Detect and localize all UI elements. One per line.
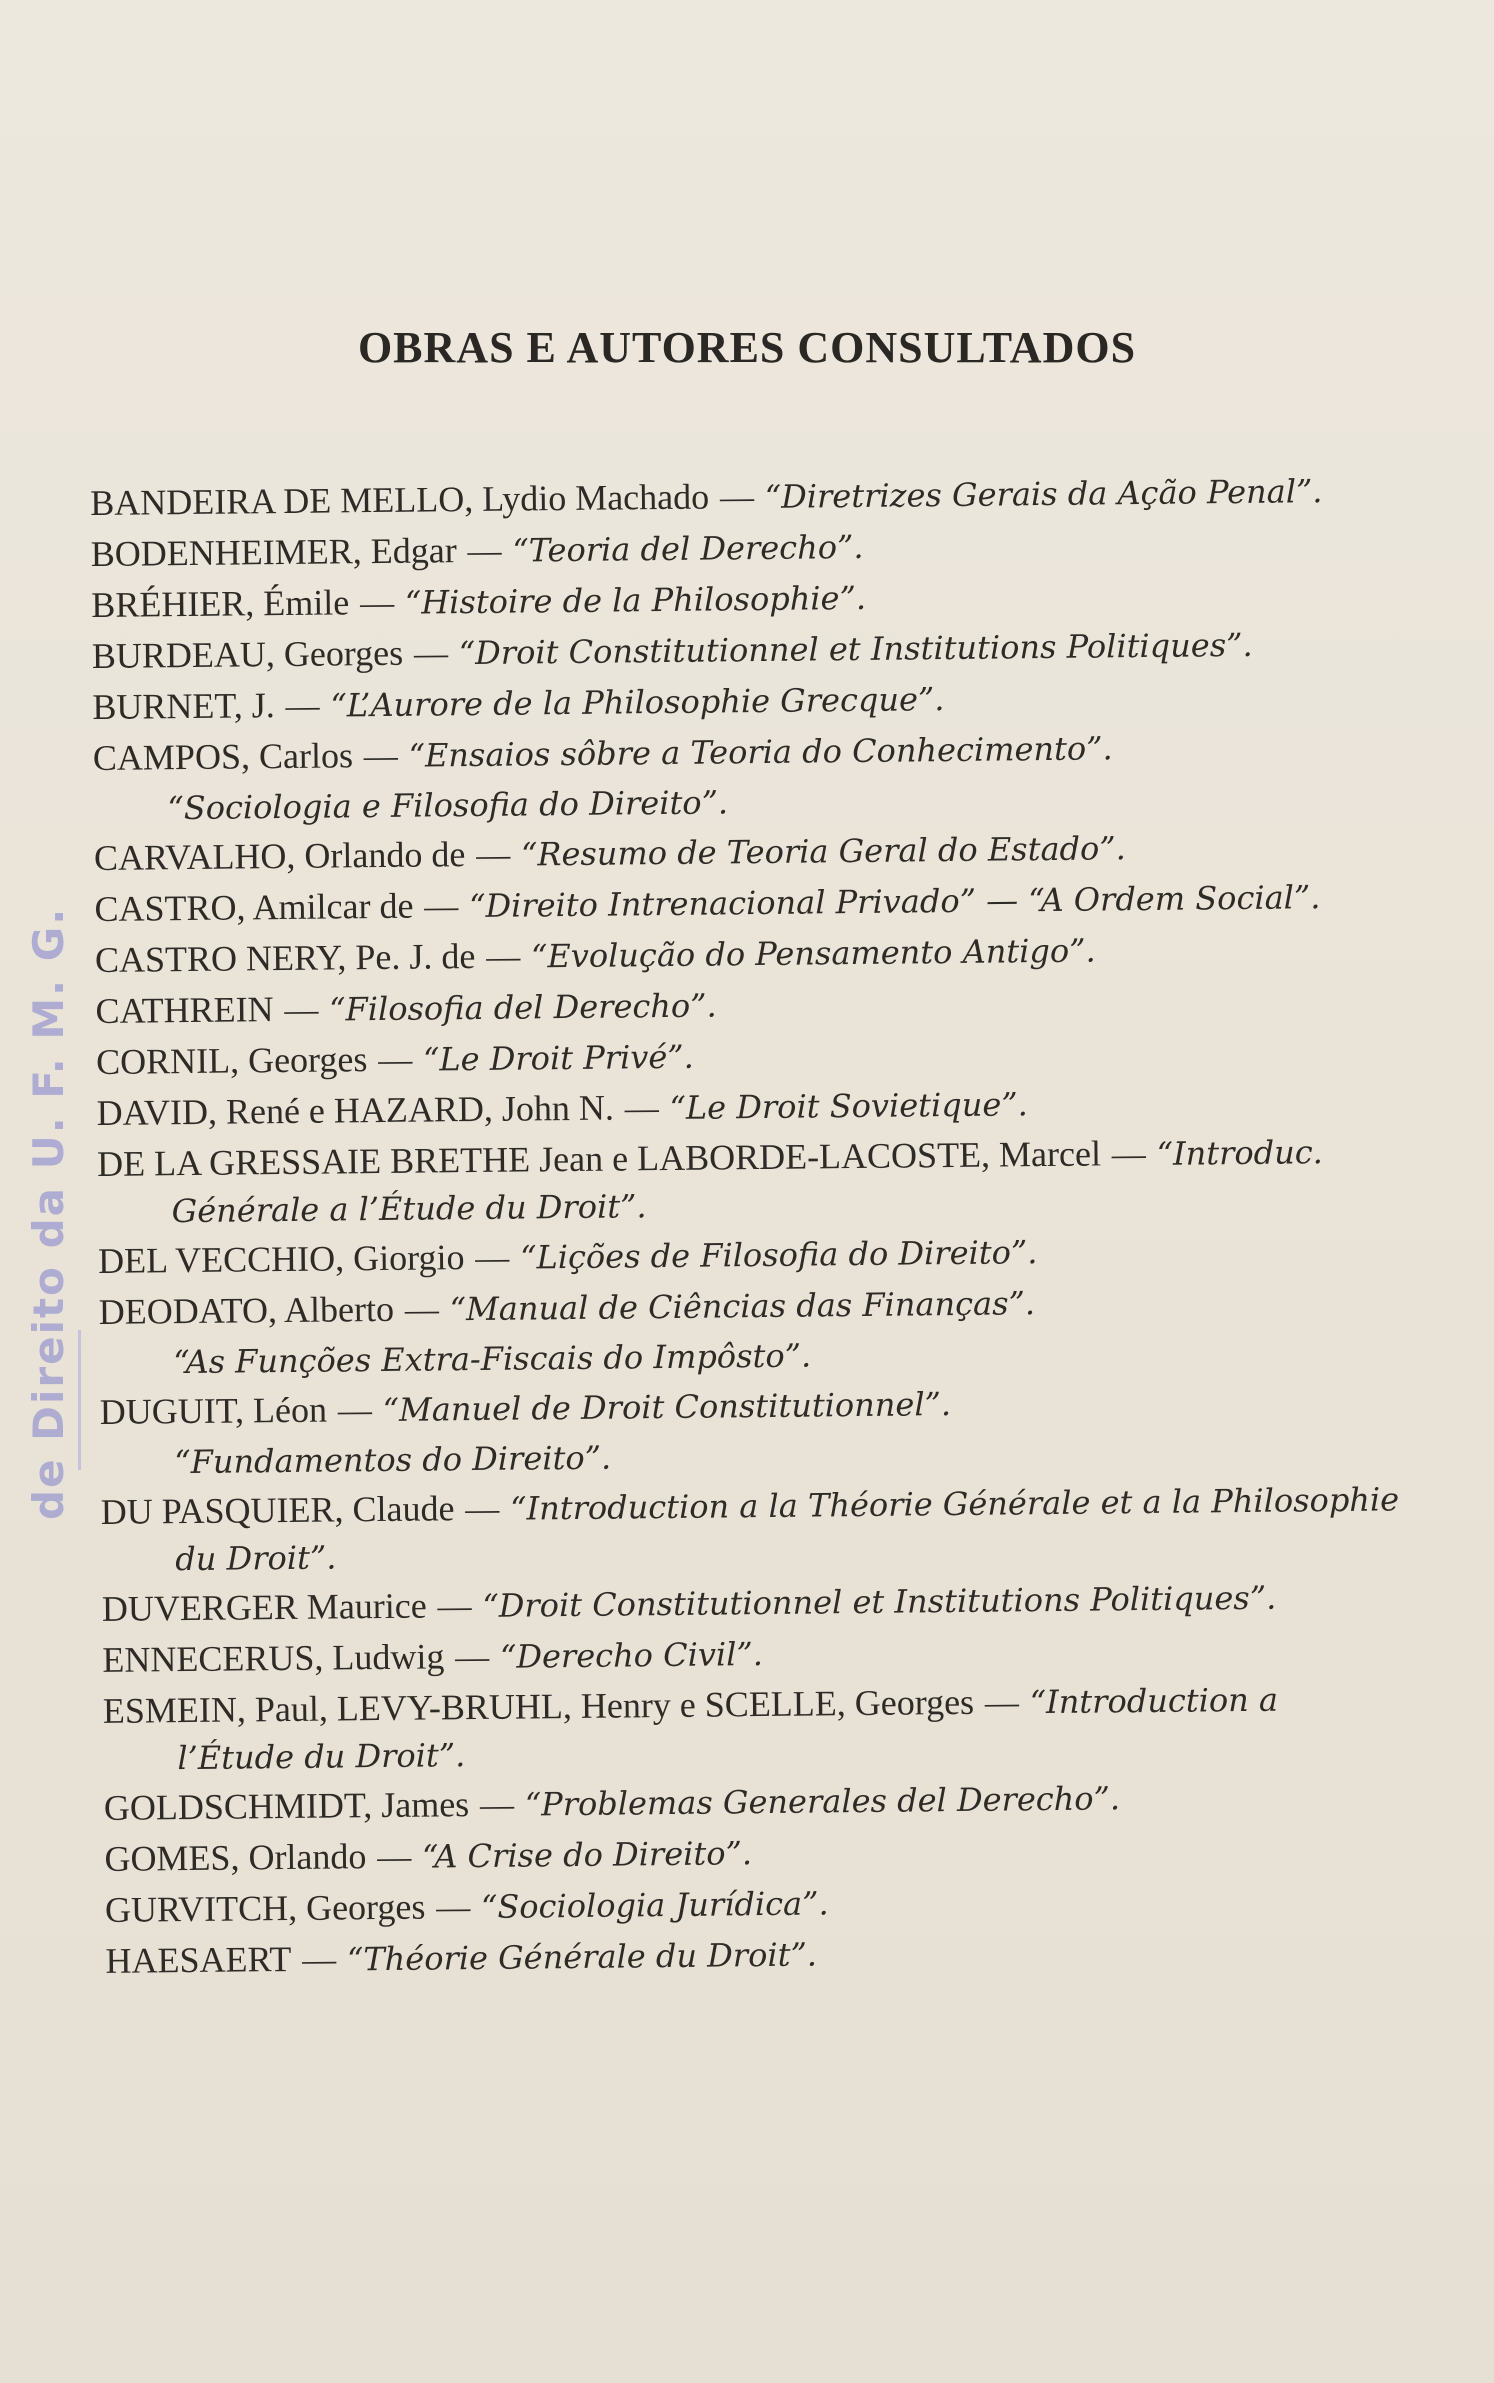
entry-author: ENNECERUS, Ludwig: [102, 1636, 445, 1680]
entry-work: “Diretrizes Gerais da Ação Penal”.: [764, 472, 1323, 516]
stamp-bar: [78, 1330, 81, 1470]
entry-author: CORNIL, Georges: [95, 1039, 368, 1082]
bibliography-entry: CAMPOS, Carlos — “Ensaios sôbre a Teoria do Conhecimento”.: [92, 729, 1113, 778]
bibliography-entry: GOLDSCHMIDT, James — “Problemas Generales del Derecho”.: [103, 1779, 1121, 1828]
entry-author: BURDEAU, Georges: [91, 632, 404, 676]
entry-work: “Droit Constitutionnel et Institutions Politiques”.: [458, 625, 1253, 673]
entry-author: CAMPOS, Carlos: [92, 735, 354, 778]
entry-work: “Théorie Générale du Droit”.: [346, 1935, 818, 1979]
bibliography-entry: DUGUIT, Léon — “Manuel de Droit Constitutionnel”.: [99, 1385, 952, 1432]
entry-work: “Ensaios sôbre a Teoria do Conhecimento”.: [408, 729, 1113, 775]
bibliography-entry: BODENHEIMER, Edgar — “Teoria del Derecho”.: [90, 527, 864, 574]
entry-author: GOMES, Orlando: [104, 1836, 367, 1879]
bibliography-entry: CORNIL, Georges — “Le Droit Privé”.: [95, 1037, 695, 1082]
bibliography-entry: HAESAERT — “Théorie Générale du Droit”.: [105, 1935, 818, 1981]
bibliography-entry: ENNECERUS, Ludwig — “Derecho Civil”.: [102, 1635, 764, 1680]
entry-work: “Le Droit Sovietique”.: [669, 1085, 1029, 1127]
bibliography-entry: BANDEIRA DE MELLO, Lydio Machado — “Diretrizes Gerais da Ação Penal”.: [90, 472, 1323, 523]
entry-work: “Derecho Civil”.: [499, 1635, 764, 1676]
entry-work: “Introduction a l’Étude du Droit”.: [177, 1680, 1279, 1778]
bibliography-entry: GOMES, Orlando — “A Crise do Direito”.: [104, 1834, 753, 1879]
entry-author: HAESAERT: [105, 1938, 292, 1981]
entry-author: DEL VECCHIO, Giorgio: [97, 1237, 465, 1281]
entry-author: DU PASQUIER, Claude: [100, 1488, 455, 1532]
entry-work: “Fundamentos do Direito”.: [174, 1438, 612, 1482]
entry-author: CASTRO NERY, Pe. J. de: [94, 935, 476, 980]
entry-work: “Sociologia e Filosofia do Direito”.: [167, 783, 729, 828]
entry-work: “Introduction a la Théorie Générale et a la Philosophie du Droit”.: [175, 1480, 1400, 1579]
entry-author: ESMEIN, Paul, LEVY-BRUHL, Henry e SCELLE, Georges: [102, 1681, 975, 1731]
entry-author: BANDEIRA DE MELLO, Lydio Machado: [90, 476, 710, 523]
entry-work: “Filosofia del Derecho”.: [328, 986, 717, 1029]
entry-author: GOLDSCHMIDT, James: [103, 1784, 470, 1828]
entry-work: “Evolução do Pensamento Antigo”.: [530, 931, 1096, 976]
bibliography-entry: CASTRO NERY, Pe. J. de — “Evolução do Pensamento Antigo”.: [94, 931, 1096, 980]
entry-work: “Lições de Filosofia do Direito”.: [519, 1233, 1038, 1277]
entry-work: “A Crise do Direito”.: [421, 1834, 753, 1876]
bibliography-entry: CARVALHO, Orlando de — “Resumo de Teoria Geral do Estado”.: [93, 829, 1127, 878]
bibliography-entry: DEL VECCHIO, Giorgio — “Lições de Filosofia do Direito”.: [97, 1233, 1038, 1281]
entry-work: “Introduc. Générale a l’Étude du Droit”.: [171, 1133, 1324, 1231]
entry-work: “Sociologia Jurídica”.: [480, 1884, 829, 1926]
bibliography-entry: BURNET, J. — “L’Aurore de la Philosophie Grecque”.: [92, 680, 945, 727]
entry-author: CASTRO, Amilcar de: [94, 885, 414, 929]
bibliography-entry: DU PASQUIER, Claude — “Introduction a la Théorie Générale et a la Philosophie du Droit”.: [100, 1480, 1400, 1579]
entry-work: “Teoria del Derecho”.: [512, 527, 864, 570]
entry-author: DUGUIT, Léon: [99, 1389, 328, 1432]
entry-author: DE LA GRESSAIE BRETHE Jean e LABORDE-LACOSTE, Marcel: [96, 1133, 1102, 1184]
entry-author: BODENHEIMER, Edgar: [90, 530, 457, 574]
bibliography-entry: DE LA GRESSAIE BRETHE Jean e LABORDE-LACOSTE, Marcel — “Introduc. Générale a l’Étude du Droit”.: [96, 1133, 1324, 1231]
entry-work: “Direito Intrenacional Privado” — “A Ordem Social”.: [468, 878, 1321, 926]
entry-work: “Droit Constitutionnel et Institutions Politiques”.: [482, 1578, 1277, 1625]
bibliography-entry: DUVERGER Maurice — “Droit Constitutionnel et Institutions Politiques”.: [101, 1578, 1277, 1629]
entry-work: “Manuel de Droit Constitutionnel”.: [382, 1385, 952, 1429]
entry-work: “Le Droit Privé”.: [422, 1037, 695, 1079]
entry-author: BRÉHIER, Émile: [91, 582, 350, 625]
entry-work: “L’Aurore de la Philosophie Grecque”.: [330, 680, 945, 725]
bibliography-entry: CASTRO, Amilcar de — “Direito Intrenacional Privado” — “A Ordem Social”.: [94, 878, 1321, 929]
bibliography-list: [90, 466, 1406, 1989]
entry-author: DEODATO, Alberto: [98, 1288, 395, 1332]
bibliography-entry: GURVITCH, Georges — “Sociologia Jurídica”.: [104, 1884, 829, 1930]
entry-work: “Resumo de Teoria Geral do Estado”.: [520, 829, 1127, 874]
entry-author: DUVERGER Maurice: [101, 1585, 427, 1629]
bibliography-entry: ESMEIN, Paul, LEVY-BRUHL, Henry e SCELLE, Georges — “Introduction a l’Étude du Droit”.: [102, 1680, 1279, 1778]
bibliography-entry: CATHREIN — “Filosofia del Derecho”.: [95, 986, 717, 1031]
entry-work: “Histoire de la Philosophie”.: [404, 578, 867, 622]
entry-author: CATHREIN: [95, 989, 274, 1031]
entry-author: BURNET, J.: [92, 685, 275, 727]
entry-author: GURVITCH, Georges: [104, 1886, 426, 1930]
page-title: OBRAS E AUTORES CONSULTADOS: [357, 323, 1137, 372]
entry-work: “As Funções Extra-Fiscais do Impôsto”.: [173, 1336, 812, 1382]
entry-work: “Problemas Generales del Derecho”.: [524, 1779, 1121, 1824]
entry-author: DAVID, René e HAZARD, John N.: [96, 1087, 615, 1133]
library-stamp: de Direito da U. F. M. G.: [24, 906, 73, 1520]
entry-work: “Manual de Ciências das Finanças”.: [449, 1284, 1036, 1329]
bibliography-entry: DEODATO, Alberto — “Manual de Ciências das Finanças”.: [98, 1284, 1036, 1332]
bibliography-entry: BURDEAU, Georges — “Droit Constitutionnel et Institutions Politiques”.: [91, 625, 1253, 676]
bibliography-entry: DAVID, René e HAZARD, John N. — “Le Droit Sovietique”.: [96, 1085, 1029, 1133]
entry-author: CARVALHO, Orlando de: [93, 834, 466, 878]
bibliography-entry: BRÉHIER, Émile — “Histoire de la Philosophie”.: [91, 578, 867, 625]
